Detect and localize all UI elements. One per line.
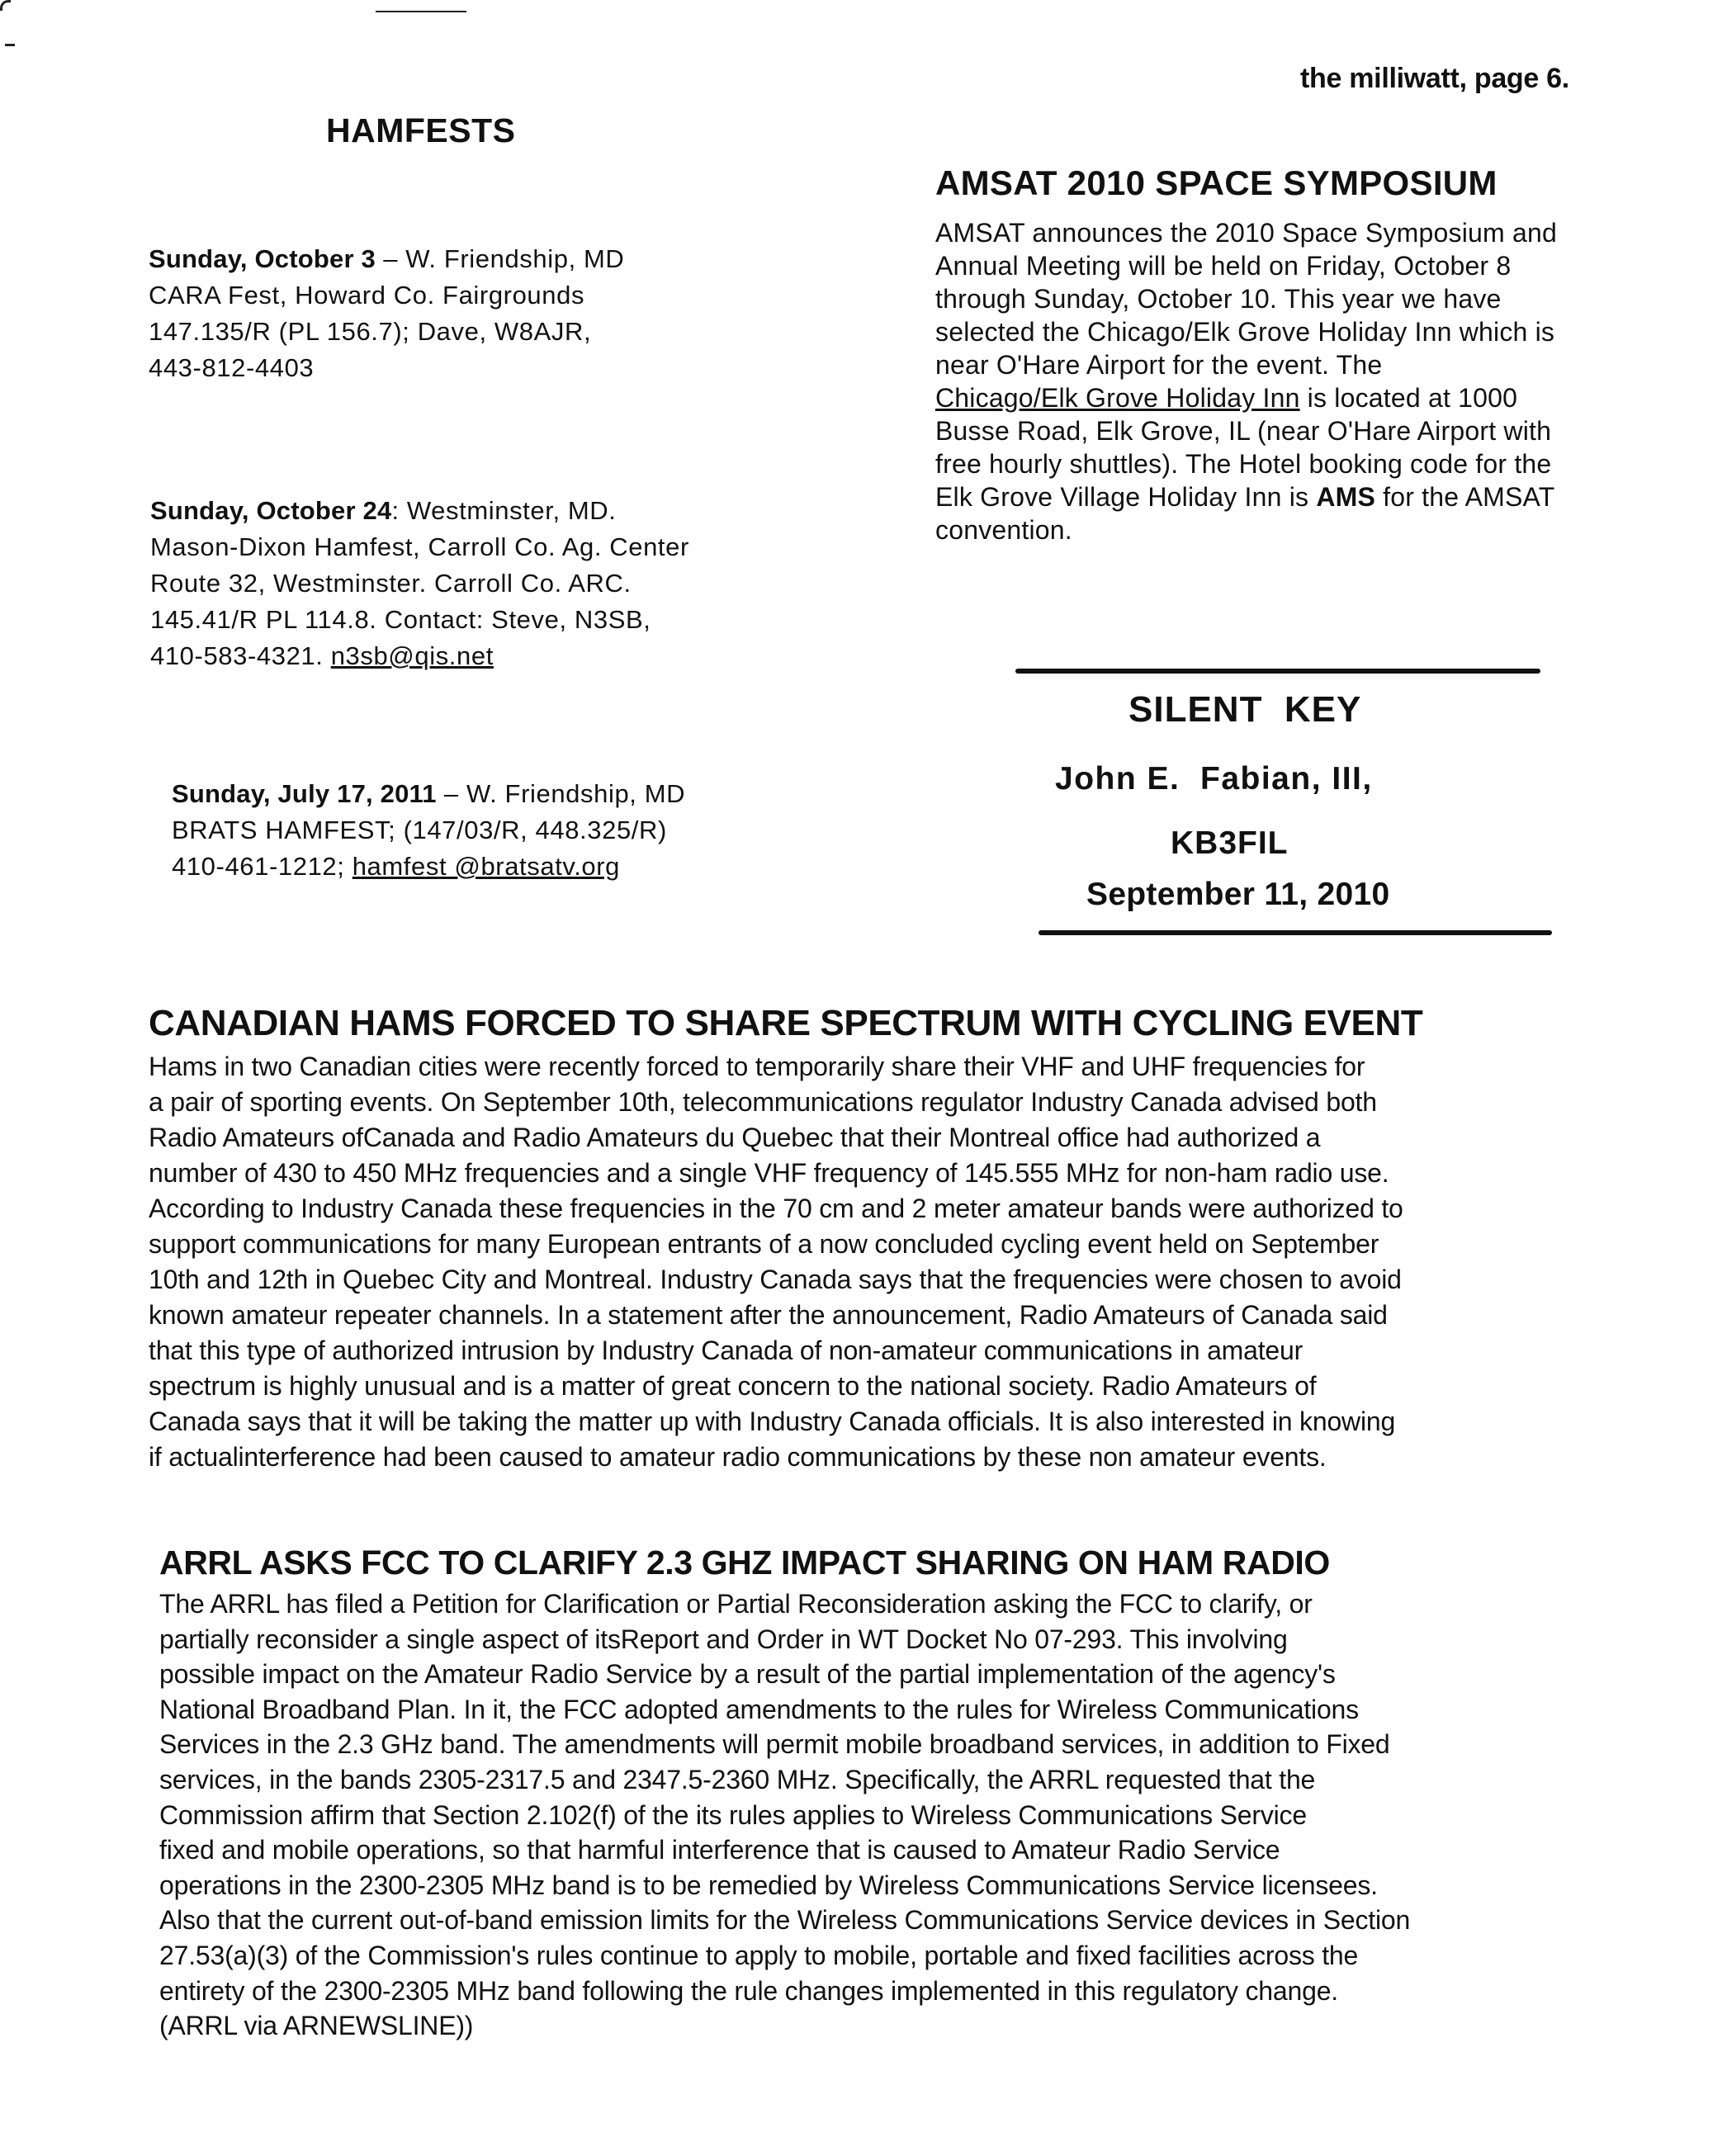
article-line: possible impact on the Amateur Radio Service by a result of the partial implementation of the agency's xyxy=(159,1659,1336,1690)
event-line: Mason-Dixon Hamfest, Carroll Co. Ag. Center xyxy=(150,532,689,561)
event-phone: 410-461-1212; xyxy=(172,852,352,881)
article-line: The ARRL has filed a Petition for Clarification or Partial Reconsideration asking the FCC to clarify, or xyxy=(159,1589,1313,1619)
event-location: – W. Friendship, MD xyxy=(376,244,625,273)
arrl-article-title: ARRL ASKS FCC TO CLARIFY 2.3 GHZ IMPACT SHARING ON HAM RADIO xyxy=(159,1544,1330,1582)
article-line: Commission affirm that Section 2.102(f) of the its rules applies to Wireless Communications Service xyxy=(159,1799,1307,1830)
article-line: a pair of sporting events. On September 10th, telecommunications regulator Industry Canada advised both xyxy=(149,1087,1377,1117)
article-line: National Broadband Plan. In it, the FCC adopted amendments to the rules for Wireless Communications xyxy=(159,1694,1359,1724)
scan-corner-mark xyxy=(0,0,11,11)
article-line: if actualinterference had been caused to amateur radio communications by these non amateur events. xyxy=(149,1442,1327,1472)
event-line: 145.41/R PL 114.8. Contact: Steve, N3SB, xyxy=(150,605,651,634)
scan-mark-top xyxy=(376,11,466,12)
canada-article-body xyxy=(149,1049,1403,1475)
event-date: Sunday, October 3 xyxy=(149,244,376,273)
scan-mark-left xyxy=(5,44,15,46)
email-link[interactable]: hamfest @bratsatv.org xyxy=(352,852,621,881)
amsat-line: Busse Road, Elk Grove, IL (near O'Hare Airport with xyxy=(935,416,1552,446)
article-line: (ARRL via ARNEWSLINE)) xyxy=(159,2011,474,2041)
article-line: fixed and mobile operations, so that harmful interference that is caused to Amateur Radio Service xyxy=(159,1835,1280,1865)
amsat-line: Annual Meeting will be held on Friday, October 8 xyxy=(935,251,1512,281)
hotel-link[interactable]: Chicago/Elk Grove Holiday Inn xyxy=(935,383,1300,413)
article-line: Hams in two Canadian cities were recently forced to temporarily share their VHF and UHF frequencies for xyxy=(149,1052,1365,1081)
event-date: Sunday, October 24 xyxy=(150,496,392,525)
event-date: Sunday, July 17, 2011 xyxy=(172,779,437,808)
hamfest-event-3 xyxy=(172,776,685,885)
amsat-line: for the AMSAT xyxy=(1375,482,1555,512)
event-phone: 410-583-4321. xyxy=(150,641,331,670)
arrl-article-body xyxy=(159,1586,1410,2044)
article-line: known amateur repeater channels. In a statement after the announcement, Radio Amateurs of Canada said xyxy=(149,1300,1388,1330)
article-line: spectrum is highly unusual and is a matter of great concern to the national society. Radio Amateurs of xyxy=(149,1371,1317,1401)
silent-key-title: SILENT KEY xyxy=(1128,689,1362,730)
event-location: – W. Friendship, MD xyxy=(436,779,686,808)
hamfest-event-2 xyxy=(150,493,689,674)
article-line: Radio Amateurs ofCanada and Radio Amateurs du Quebec that their Montreal office had authorized a xyxy=(149,1123,1321,1152)
silent-key-date: September 11, 2010 xyxy=(1086,877,1390,912)
article-line: support communications for many European entrants of a now concluded cycling event held on September xyxy=(149,1229,1379,1259)
article-line: number of 430 to 450 MHz frequencies and a single VHF frequency of 145.555 MHz for non-ham radio use. xyxy=(149,1158,1389,1188)
silent-key-name: John E. Fabian, III, xyxy=(1055,761,1373,797)
amsat-line: free hourly shuttles). The Hotel booking code for the xyxy=(935,449,1552,479)
amsat-line: selected the Chicago/Elk Grove Holiday Inn which is xyxy=(935,317,1555,347)
amsat-line: near O'Hare Airport for the event. The xyxy=(935,350,1383,380)
article-line: 27.53(a)(3) of the Commission's rules continue to apply to mobile, portable and fixed facilities across the xyxy=(159,1940,1359,1970)
event-location: : Westminster, MD. xyxy=(391,496,617,525)
article-line: According to Industry Canada these frequencies in the 70 cm and 2 meter amateur bands were authorized to xyxy=(149,1194,1403,1223)
article-line: Canada says that it will be taking the matter up with Industry Canada officials. It is also interested in knowing xyxy=(149,1407,1396,1436)
amsat-body xyxy=(935,216,1695,546)
amsat-line: AMSAT announces the 2010 Space Symposium and xyxy=(935,218,1557,248)
article-line: Also that the current out-of-band emission limits for the Wireless Communications Service devices in Section xyxy=(159,1905,1411,1936)
email-link[interactable]: n3sb@qis.net xyxy=(330,641,494,670)
divider-rule xyxy=(1039,930,1552,935)
article-line: entirety of the 2300-2305 MHz band following the rule changes implemented in this regulatory change. xyxy=(159,1975,1338,2006)
booking-code: AMS xyxy=(1316,482,1376,512)
hamfests-title: HAMFESTS xyxy=(326,111,516,149)
divider-rule xyxy=(1015,669,1540,674)
amsat-line: Elk Grove Village Holiday Inn is xyxy=(935,482,1317,512)
silent-key-callsign: KB3FIL xyxy=(1171,825,1289,861)
event-line: 147.135/R (PL 156.7); Dave, W8AJR, xyxy=(149,317,592,346)
canada-article-title: CANADIAN HAMS FORCED TO SHARE SPECTRUM WITH CYCLING EVENT xyxy=(149,1003,1423,1043)
article-line: services, in the bands 2305-2317.5 and 2347.5-2360 MHz. Specifically, the ARRL requested that the xyxy=(159,1764,1316,1794)
article-line: 10th and 12th in Quebec City and Montreal. Industry Canada says that the frequencies were chosen to avoid xyxy=(149,1265,1402,1294)
event-line: Route 32, Westminster. Carroll Co. ARC. xyxy=(150,569,632,598)
article-line: that this type of authorized intrusion by Industry Canada of non-amateur communications in amateur xyxy=(149,1336,1304,1365)
hamfest-event-1 xyxy=(149,241,624,386)
amsat-title: AMSAT 2010 SPACE SYMPOSIUM xyxy=(935,163,1498,202)
amsat-line: through Sunday, October 10. This year we have xyxy=(935,284,1502,314)
event-line: BRATS HAMFEST; (147/03/R, 448.325/R) xyxy=(172,816,667,844)
event-line: CARA Fest, Howard Co. Fairgrounds xyxy=(149,281,585,310)
event-line: 443-812-4403 xyxy=(149,353,315,382)
page-header: the milliwatt, page 6. xyxy=(1300,63,1569,94)
article-line: partially reconsider a single aspect of itsReport and Order in WT Docket No 07-293. This involving xyxy=(159,1624,1288,1654)
article-line: operations in the 2300-2305 MHz band is to be remedied by Wireless Communications Service licensees. xyxy=(159,1870,1378,1900)
article-line: Services in the 2.3 GHz band. The amendments will permit mobile broadband services, in addition to Fixed xyxy=(159,1729,1390,1760)
amsat-line: is located at 1000 xyxy=(1299,383,1518,413)
amsat-line: convention. xyxy=(935,515,1072,545)
